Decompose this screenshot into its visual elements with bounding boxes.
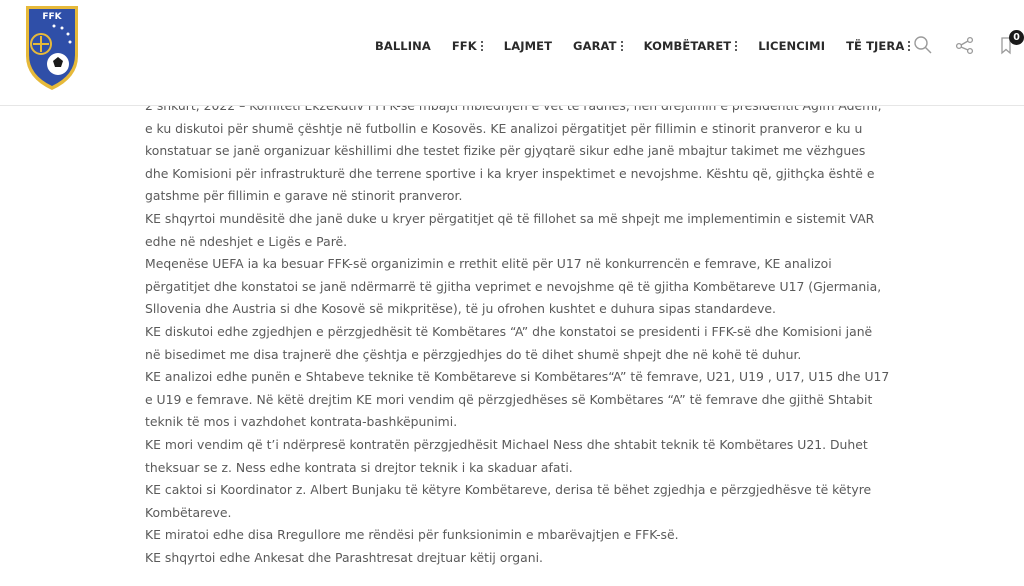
article-paragraph: KE caktoi si Koordinator z. Albert Bunjaku të këtyre Kombëtareve, derisa të bëhet zgjedhja e përzgjedhësve të këtyre Kombëtareve. [145,482,872,520]
nav-label: GARAT [573,39,617,53]
article-body [145,95,890,569]
article-paragraph: KE shqyrtoi mundësitë dhe janë duke u kryer përgatitjet që të fillohet sa më shpejt me implementimin e sistemit VAR edhe në ndeshjet e Ligës e Parë. [145,210,875,249]
nav-item-garat[interactable] [573,39,623,53]
article-paragraph: KE shqyrtoi edhe Ankesat dhe Parashtresat drejtuar këtij organi. [145,549,543,565]
more-dots-icon [481,41,483,51]
header-tools [912,34,1024,56]
article-paragraph: Meqenëse UEFA ia ka besuar FFK-së organizimin e rrethit elitë për U17 në konkurrencën e femrave, KE analizoi përgatitjet dhe konstatoi se janë ndërmarrë të gjitha veprimet e nevojshme që të gjitha Kombëtareve U17 (Gjermania, Sllovenia dhe Austria si dhe Kosovë së mikpritëse), të ju ofrohen kushtet e duhura sipas standardeve. [145,256,882,317]
nav-item-ballina[interactable] [375,39,431,53]
more-dots-icon [908,41,910,51]
nav-label: KOMBËTARET [643,39,732,53]
article-paragraph: KE mori vendim që t’i ndërpresë kontratën përzgjedhësit Michael Ness dhe shtabit teknik të Kombëtares U21. Duhet theksuar se z. Ness edhe kontrata si drejtor teknik i ka skaduar afati. [145,436,868,475]
more-dots-icon [621,41,623,51]
svg-text:FFK: FFK [42,12,62,22]
nav-item-te-tjera[interactable] [846,39,910,53]
share-button[interactable] [954,34,976,56]
bookmark-count-badge: 0 [1009,30,1024,45]
ffk-logo[interactable] [24,4,80,92]
share-icon [954,34,976,56]
nav-item-licencimi[interactable] [758,39,825,53]
nav-label: TË TJERA [846,39,905,53]
nav-label: FFK [451,39,477,53]
nav-item-lajmet[interactable] [504,39,552,53]
site-header [0,0,1024,106]
nav-label: LICENCIMI [758,39,826,53]
nav-label: BALLINA [375,39,431,53]
article-paragraph: KE analizoi edhe punën e Shtabeve teknike të Kombëtareve si Kombëtares“A” të femrave, U21, U19 , U17, U15 dhe U17 e U19 e femrave. Në këtë drejtim KE mori vendim që përzgjedhëses së Kombëtares “A” të femrave dhe gjithë Shtabit teknik të mos i vazhdohet kontrata-bashkëpunimi. [145,369,890,430]
article-paragraph: KE miratoi edhe disa Rregullore me rëndësi për funksionimin e mbarëvajtjen e FFK-së. [145,527,679,543]
article-paragraph: KE diskutoi edhe zgjedhjen e përzgjedhësit të Kombëtares “A” dhe konstatoi se presidenti i FFK-së dhe Komisioni janë në bisedimet me disa trajnerë dhe çështja e përzgjedhjes do të dihet shumë shpejt dhe në kohë të duhur. [145,323,873,362]
search-icon [912,34,934,56]
nav-item-ffk[interactable] [452,39,483,53]
more-dots-icon [735,41,737,51]
search-button[interactable] [912,34,934,56]
nav-item-kombetaret[interactable] [644,39,738,53]
main-nav [375,0,931,92]
nav-label: LAJMET [503,39,553,53]
bookmark-button[interactable] [996,34,1018,56]
article-paragraph: e ku diskutoi për shumë çështje në futbollin e Kosovës. KE analizoi përgatitjet për fillimin e stinorit pranveror e ku u konstatuar se janë organizuar këshillimi dhe testet fizike për gjyqtarë sikur edhe janë mbajtur takimet me vëzhgues dhe Komisioni për infrastrukturë dhe terrene sportive i ka kryer inspektimet e nevojshme. Kështu që, gjithçka është e gatshme për fillimin e garave në stinorit pranveror. [145,120,875,204]
